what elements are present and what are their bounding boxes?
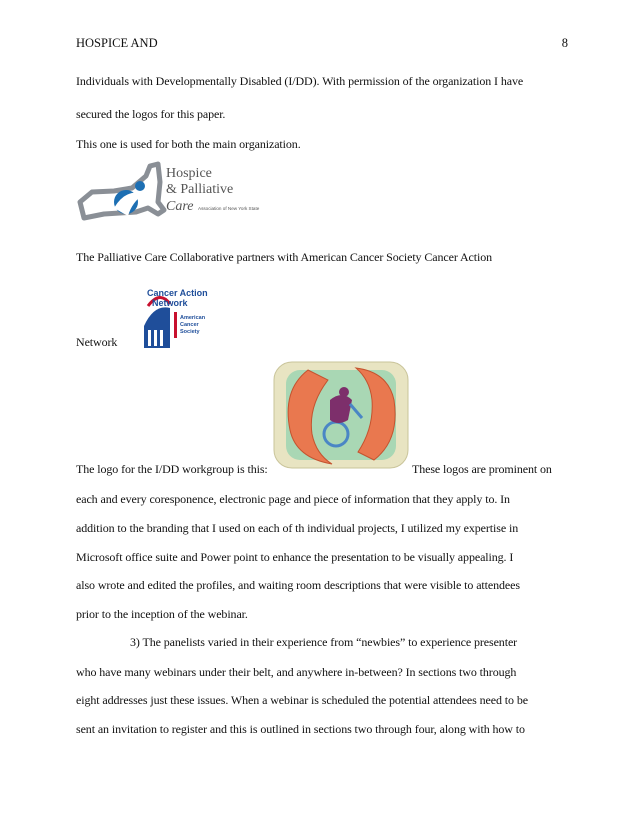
acs-sword-icon: [174, 312, 177, 338]
body-line: secured the logos for this paper.: [76, 107, 226, 121]
body-line: each and every coresponence, electronic page and piece of information that they apply to. In: [76, 492, 510, 506]
hospice-logo-tagline: Association of New York State: [198, 206, 260, 211]
body-line: Microsoft office suite and Power point to enhance the presentation to be visually appealing. I: [76, 550, 514, 564]
hospice-logo-text-2: & Palliative: [166, 182, 234, 197]
hospice-logo: [74, 158, 282, 230]
body-line: Individuals with Developmentally Disabled (I/DD). With permission of the organization I have: [76, 74, 524, 88]
running-header: [76, 36, 568, 51]
body-line: The logo for the I/DD workgroup is this:: [76, 462, 268, 476]
body-line: These logos are prominent on: [412, 462, 552, 476]
running-head-title: HOSPICE AND: [76, 36, 158, 50]
body-line: Network: [76, 335, 118, 349]
body-line: addition to the branding that I used on each of th individual projects, I utilized my expertise in: [76, 521, 519, 535]
cancer-action-text-2: Network: [152, 298, 188, 308]
cancer-action-text-1: Cancer Action: [147, 288, 208, 298]
body-line: The Palliative Care Collaborative partners with American Cancer Society Cancer Action: [76, 250, 493, 264]
hospice-logo-text-3: Care: [166, 199, 194, 214]
acs-text-1: American: [180, 315, 206, 321]
body-line: prior to the inception of the webinar.: [76, 607, 248, 621]
body-line: eight addresses just these issues. When a webinar is scheduled the potential attendees need to be: [76, 693, 528, 707]
idd-workgroup-logo: [272, 360, 410, 470]
page-number: 8: [561, 36, 568, 50]
body-line: sent an invitation to register and this is outlined in sections two through four, along with how to: [76, 722, 525, 736]
body-line-indented: 3) The panelists varied in their experience from “newbies” to experience presenter: [130, 635, 518, 649]
body-line: also wrote and edited the profiles, and waiting room descriptions that were visible to attendees: [76, 578, 520, 592]
acs-text-3: Society: [180, 329, 200, 335]
hospice-logo-text-1: Hospice: [166, 166, 212, 181]
acs-text-2: Cancer: [180, 322, 199, 328]
body-line: This one is used for both the main organization.: [76, 137, 301, 151]
cancer-action-network-logo: [140, 282, 220, 348]
body-line: who have many webinars under their belt, and anywhere in-between? In sections two through: [76, 665, 517, 679]
